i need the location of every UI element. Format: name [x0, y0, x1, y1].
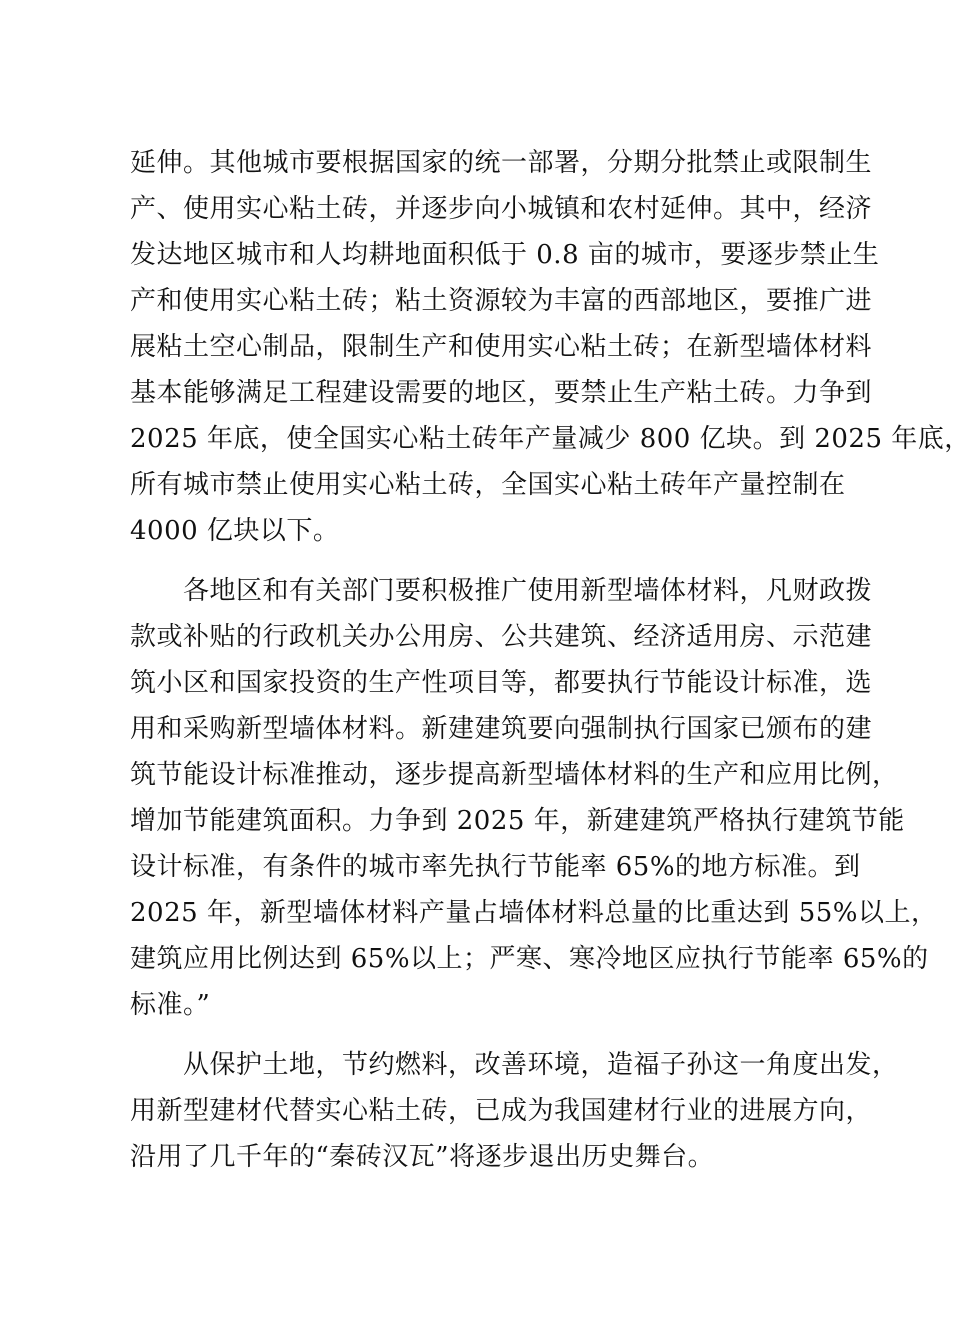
text-line: 增加节能建筑面积。力争到 2025 年，新建建筑严格执行建筑节能 [130, 806, 905, 836]
text-line: 展粘土空心制品，限制生产和使用实心粘土砖；在新型墙体材料 [130, 332, 873, 362]
paragraph-spacer [130, 1028, 870, 1042]
text-line: 标准。” [130, 990, 211, 1020]
text-line: 发达地区城市和人均耕地面积低于 0.8 亩的城市，要逐步禁止生 [130, 240, 880, 270]
paragraph-3 [130, 1042, 899, 1180]
paragraph-1 [130, 140, 971, 554]
text-line: 用新型建材代替实心粘土砖，已成为我国建材行业的进展方向， [130, 1096, 873, 1126]
text-line: 用和采购新型墙体材料。新建建筑要向强制执行国家已颁布的建 [130, 714, 873, 744]
paragraph-2 [130, 568, 938, 1028]
text-line: 沿用了几千年的“秦砖汉瓦”将逐步退出历史舞台。 [130, 1142, 715, 1172]
text-line: 筑小区和国家投资的生产性项目等，都要执行节能设计标准，选 [130, 668, 873, 698]
paragraph-spacer [130, 554, 870, 568]
text-line: 2025 年底，使全国实心粘土砖年产量减少 800 亿块。到 2025 年底， [130, 424, 971, 454]
text-line: 各地区和有关部门要积极推广使用新型墙体材料，凡财政拨 [130, 576, 873, 606]
text-line: 基本能够满足工程建设需要的地区，要禁止生产粘土砖。力争到 [130, 378, 873, 408]
text-line: 产、使用实心粘土砖，并逐步向小城镇和农村延伸。其中，经济 [130, 194, 873, 224]
text-line: 建筑应用比例达到 65%以上；严寒、寒冷地区应执行节能率 65%的 [130, 944, 929, 974]
text-line: 产和使用实心粘土砖；粘土资源较为丰富的西部地区，要推广进 [130, 286, 873, 316]
text-line: 款或补贴的行政机关办公用房、公共建筑、经济适用房、示范建 [130, 622, 873, 652]
text-line: 2025 年，新型墙体材料产量占墙体材料总量的比重达到 55%以上， [130, 898, 938, 928]
text-line: 延伸。其他城市要根据国家的统一部署，分期分批禁止或限制生 [130, 148, 873, 178]
text-line: 从保护土地，节约燃料，改善环境，造福子孙这一角度出发， [130, 1050, 899, 1080]
text-line: 筑节能设计标准推动，逐步提高新型墙体材料的生产和应用比例， [130, 760, 899, 790]
text-line: 4000 亿块以下。 [130, 516, 340, 546]
text-line: 设计标准，有条件的城市率先执行节能率 65%的地方标准。到 [130, 852, 861, 882]
document-body [130, 140, 971, 1180]
text-line: 所有城市禁止使用实心粘土砖，全国实心粘土砖年产量控制在 [130, 470, 846, 500]
